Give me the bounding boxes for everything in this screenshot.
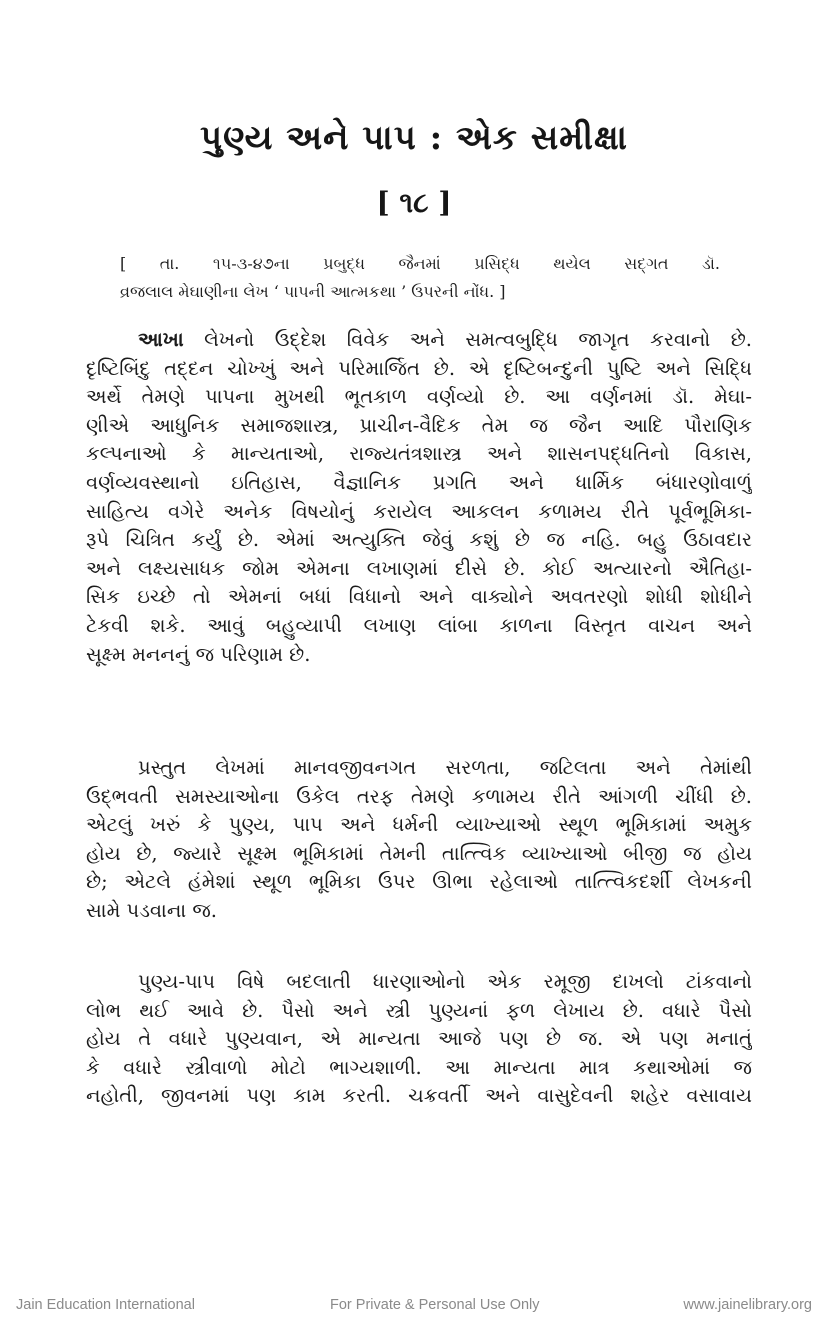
footer-usage-notice: For Private & Personal Use Only [330, 1297, 540, 1313]
chapter-number: [ ૧૮ ] [376, 186, 452, 219]
paragraph-line: રૂપે ચિત્રિત કર્યું છે. એમાં અત્યુક્તિ જેવું કશું છે જ નહિ. બહુ ઉઠાવદાર [86, 528, 752, 552]
paragraph-line: સિક ઇચ્છે તો એમનાં બધાં વિધાનો અને વાક્યોને અવતરણો શોધી શોધીને [86, 585, 752, 609]
paragraph-line: નહોતી, જીવનમાં પણ કામ કરતી. ચક્રવર્તી અને વાસુદેવની શહેર વસાવાય [86, 1084, 752, 1108]
lead-word: આખા [138, 328, 184, 351]
paragraph-3 [86, 968, 752, 1111]
paragraph-line: કલ્પનાઓ કે માન્યતાઓ, રાજ્યતંત્રશાસ્ત્ર અને શાસનપદ્ધતિનો વિકાસ, [86, 442, 752, 466]
paragraph-line [86, 326, 752, 355]
paragraph-line: હોય છે, જ્યારે સૂક્ષ્મ ભૂમિકામાં તેમની તાત્ત્વિક વ્યાખ્યાઓ બીજી જ હોય [86, 841, 752, 865]
paragraph-line: લોભ થઈ આવે છે. પૈસો અને સ્ત્રી પુણ્યનાં ફળ લેખાય છે. વધારે પૈસો [86, 998, 752, 1022]
paragraph-line: સાહિત્ય વગેરે અનેક વિષયોનું કરાયેલ આકલન કળામય રીતે પૂર્વભૂમિકા- [86, 499, 752, 523]
paragraph-2 [86, 754, 752, 926]
paragraph-1 [86, 326, 752, 669]
paragraph-line: સૂક્ષ્મ મનનનું જ પરિણામ છે. [86, 642, 311, 666]
paragraph-line: એટલું ખરું કે પુણ્ય, પાપ અને ધર્મની વ્યાખ્યાઓ સ્થૂળ ભૂમિકામાં અમુક [86, 813, 752, 837]
chapter-title: પુણ્ય અને પાપ : એક સમીક્ષા [200, 118, 628, 158]
paragraph-line: પુણ્ય-પાપ વિષે બદલાતી ધારણાઓનો એક રમૂજી દાખલો ટાંકવાનો [138, 970, 752, 993]
editorial-note [120, 250, 720, 306]
line-text: લેખનો ઉદ્દેશ વિવેક અને સમત્વબુદ્ધિ જાગૃત કરવાનો છે. [183, 328, 752, 351]
note-line: [ તા. ૧૫-૩-૪૭ના પ્રબુદ્ધ જૈનમાં પ્રસિદ્ધ થયેલ સદ્‌ગત ડૉ. [120, 254, 720, 273]
paragraph-line: દૃષ્ટિબિંદુ તદ્દન ચોખ્ખું અને પરિમાર્જિત છે. એ દૃષ્ટિબન્દુની પુષ્ટિ અને સિદ્ધિ [86, 356, 752, 380]
page-footer [0, 1297, 828, 1319]
paragraph-line: કે વધારે સ્ત્રીવાળો મોટો ભાગ્યશાળી. આ માન્યતા માત્ર કથાઓમાં જ [86, 1055, 752, 1079]
paragraph-line: ટેકવી શકે. આવું બહુવ્યાપી લખાણ લાંબા કાળના વિસ્તૃત વાચન અને [86, 613, 752, 637]
footer-publisher: Jain Education International [16, 1297, 195, 1313]
paragraph-line: અને લક્ષ્યસાધક જોમ એમના લખાણમાં દીસે છે. કોઈ અત્યારનો ઐતિહા- [86, 556, 752, 580]
footer-website-link[interactable]: www.jainelibrary.org [683, 1297, 812, 1313]
paragraph-line: પ્રસ્તુત લેખમાં માનવજીવનગત સરળતા, જટિલતા અને તેમાંથી [138, 756, 752, 779]
paragraph-line: હોય તે વધારે પુણ્યવાન, એ માન્યતા આજે પણ છે જ. એ પણ મનાતું [86, 1027, 752, 1051]
paragraph-line: ઉદ્‌ભવતી સમસ્યાઓના ઉકેલ તરફ તેમણે કળામય રીતે આંગળી ચીંધી છે. [86, 784, 752, 808]
paragraph-line: છે; એટલે હંમેશાં સ્થૂળ ભૂમિકા ઉપર ઊભા રહેલાઓ તાત્ત્વિકદર્શી લેખકની [86, 870, 752, 894]
paragraph-line: ણીએ આધુનિક સમાજશાસ્ત્ર, પ્રાચીન-વૈદિક તેમ જ જૈન આદિ પૌરાણિક [86, 413, 752, 437]
paragraph-line: સામે પડવાના જ. [86, 898, 217, 922]
paragraph-line: વર્ણવ્યવસ્થાનો ઇતિહાસ, વૈજ્ઞાનિક પ્રગતિ અને ધાર્મિક બંધારણોવાળું [86, 470, 752, 494]
note-line: વ્રજલાલ મેઘાણીના લેખ ‘ પાપની આત્મકથા ’ ઉપરની નોંધ. ] [120, 282, 506, 301]
paragraph-line: અર્થે તેમણે પાપના મુખથી ભૂતકાળ વર્ણવ્યો છે. આ વર્ણનમાં ડૉ. મેઘા- [86, 385, 752, 409]
